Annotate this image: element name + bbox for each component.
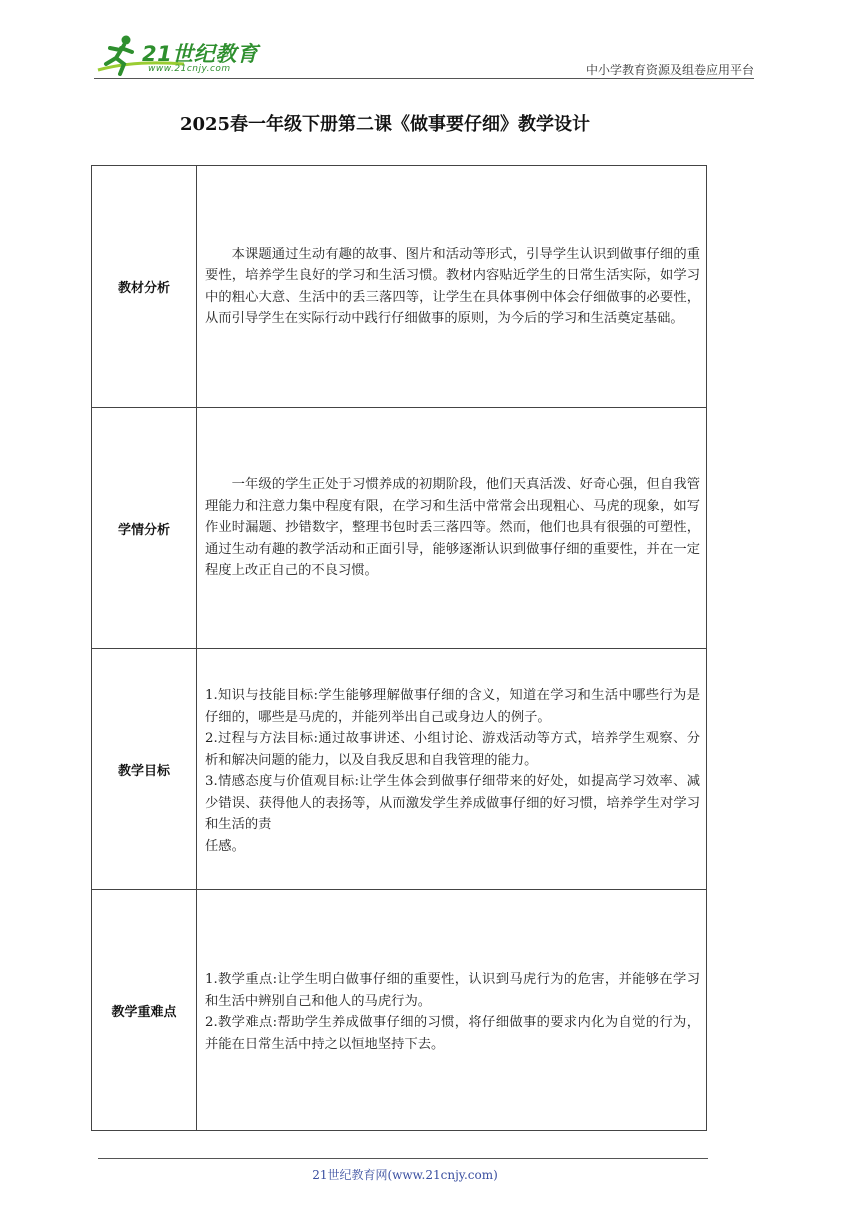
row-label: 教学目标: [92, 649, 197, 890]
header-divider: [94, 78, 754, 79]
paragraph: 一年级的学生正处于习惯养成的初期阶段，他们天真活泼、好奇心强，但自我管理能力和注意力集中程度有限，在学习和生活中常常会出现粗心、马虎的现象，如写作业时漏题、抄错数字，整理书包时丢三落四等。然而，他们也具有很强的可塑性，通过生动有趣的教学活动和正面引导，能够逐渐认识到做事仔细的重要性，并在一定程度上改正自己的不良习惯。: [205, 477, 700, 579]
page-title: 2025春一年级下册第二课《做事要仔细》教学设计: [179, 114, 591, 135]
list-item: 1.教学重点:让学生明白做事仔细的重要性，认识到马虎行为的危害，并能够在学习和生活中辨别自己和他人的马虎行为。: [205, 972, 700, 1009]
footer-divider: [98, 1158, 708, 1159]
row-content: [197, 166, 707, 408]
list-item: 任感。: [205, 838, 245, 854]
list-item: 2.教学难点:帮助学生养成做事仔细的习惯，将仔细做事的要求内化为自觉的行为，并能在日常生活中持之以恒地坚持下去。: [205, 1015, 700, 1052]
paragraph: 本课题通过生动有趣的故事、图片和活动等形式，引导学生认识到做事仔细的重要性，培养学生良好的学习和生活习惯。教材内容贴近学生的日常生活实际，如学习中的粗心大意、生活中的丢三落四等，让学生在具体事例中体会仔细做事的必要性，从而引导学生在实际行动中践行仔细做事的原则，为今后的学习和生活奠定基础。: [205, 246, 700, 326]
row-content: [197, 890, 707, 1131]
list-item: 1.知识与技能目标:学生能够理解做事仔细的含义，知道在学习和生活中哪些行为是仔细的，哪些是马虎的，并能列举出自己或身边人的例子。: [205, 688, 700, 725]
table-row: [92, 649, 707, 890]
row-content: [197, 408, 707, 649]
table-row: [92, 890, 707, 1131]
list-item: 2.过程与方法目标:通过故事讲述、小组讨论、游戏活动等方式，培养学生观察、分析和解决问题的能力，以及自我反思和自我管理的能力。: [205, 731, 700, 768]
table-row: [92, 166, 707, 408]
logo-text: 21世纪教育: [142, 42, 259, 66]
lesson-design-table: [91, 165, 707, 1131]
platform-name: 中小学教育资源及组卷应用平台: [585, 63, 754, 77]
row-label: 教材分析: [92, 166, 197, 408]
row-content: [197, 649, 707, 890]
row-label: 教学重难点: [92, 890, 197, 1131]
page-header: [0, 0, 860, 80]
footer-link[interactable]: 21世纪教育网(www.21cnjy.com): [312, 1168, 498, 1182]
list-item: 3.情感态度与价值观目标:让学生体会到做事仔细带来的好处，如提高学习效率、减少错误、获得他人的表扬等，从而激发学生养成做事仔细的好习惯，培养学生对学习和生活的责: [205, 774, 700, 832]
logo-url: www.21cnjy.com: [148, 64, 231, 74]
table-row: [92, 408, 707, 649]
row-label: 学情分析: [92, 408, 197, 649]
